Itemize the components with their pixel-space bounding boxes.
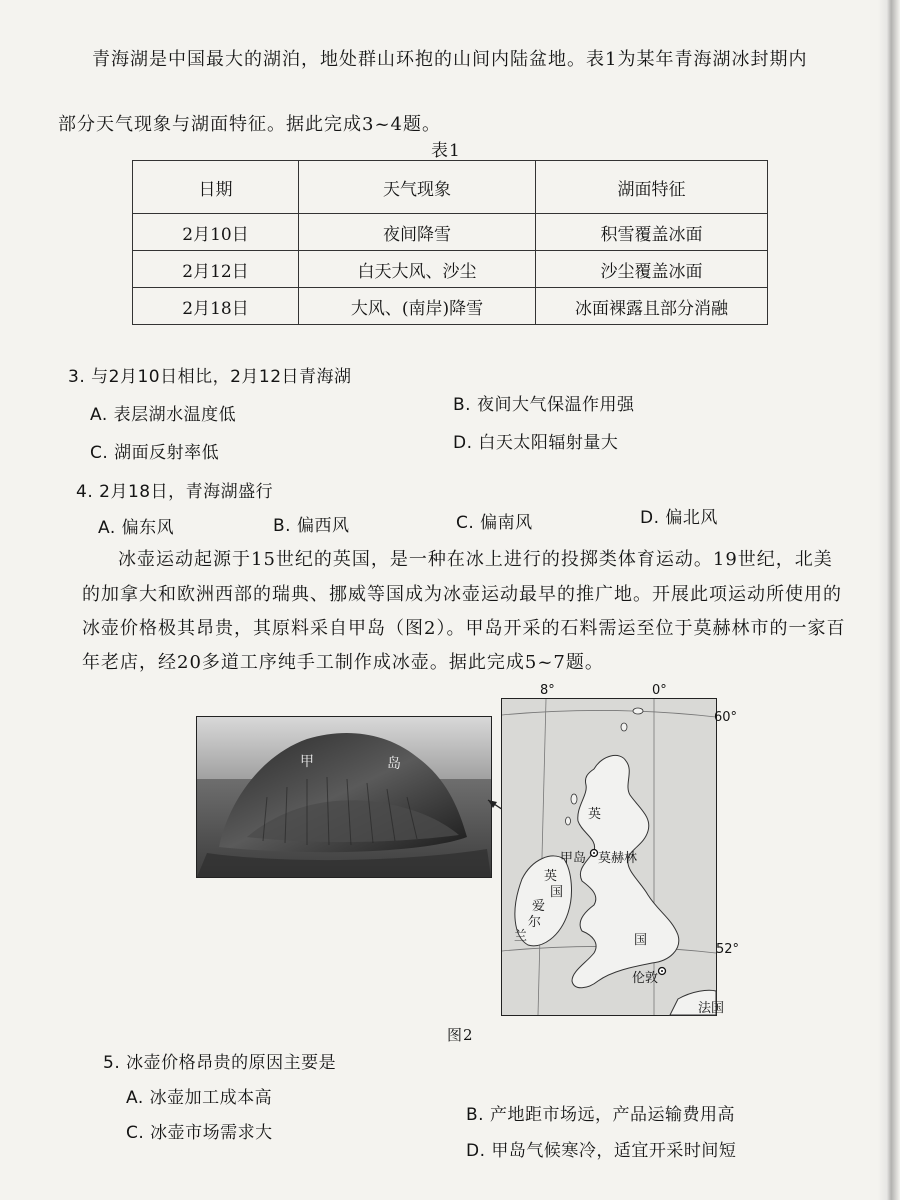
map-lat-52: 52° [716, 942, 740, 957]
q3-stem: 3. 与2月10日相比，2月12日青海湖 [68, 367, 352, 387]
intro2-line1: 冰壶运动起源于15世纪的英国，是一种在冰上进行的投掷类体育运动。19世纪，北美 [118, 549, 833, 570]
map-label-ying: 英 [544, 869, 558, 884]
map-label-london: 伦敦 [632, 971, 659, 986]
photo-label-jia: 甲 [300, 754, 314, 770]
map-label-guo: 国 [550, 885, 564, 900]
map-lon-0: 0° [652, 683, 667, 698]
table1-cell-weather: 夜间降雪 [299, 214, 536, 251]
map-label-er: 尔 [528, 915, 542, 930]
q5-option-d: D. 甲岛气候寒冷，适宜开采时间短 [466, 1141, 737, 1161]
q3-option-b: B. 夜间大气保温作用强 [453, 395, 635, 415]
map-label-mohelin: 莫赫林 [598, 851, 638, 866]
table-row [133, 288, 768, 325]
q4-stem: 4. 2月18日，青海湖盛行 [76, 482, 274, 502]
table1-cell-surface: 积雪覆盖冰面 [536, 214, 768, 251]
island-photo [196, 716, 492, 878]
table1-caption: 表1 [431, 141, 461, 161]
map-label-guo2: 国 [634, 933, 648, 948]
map-label-france: 法国 [698, 1001, 725, 1016]
map-lat-60: 60° [714, 710, 738, 725]
table1 [132, 160, 768, 325]
q5-option-b: B. 产地距市场远，产品运输费用高 [466, 1105, 735, 1125]
table1-header-row [133, 161, 768, 214]
table1-cell-date: 2月10日 [133, 214, 299, 251]
map-label-lan: 兰 [514, 929, 528, 944]
page-edge-shadow [878, 0, 900, 1200]
table1-cell-surface: 沙尘覆盖冰面 [536, 251, 768, 288]
table1-cell-weather: 大风、(南岸)降雪 [299, 288, 536, 325]
island-photo-drawing [197, 717, 491, 877]
q4-option-a: A. 偏东风 [98, 518, 175, 538]
q3-option-c: C. 湖面反射率低 [90, 443, 220, 463]
table1-cell-surface: 冰面裸露且部分消融 [536, 288, 768, 325]
uk-map [501, 698, 725, 1016]
photo-label-dao: 岛 [387, 756, 401, 772]
q3-option-a: A. 表层湖水温度低 [90, 405, 237, 425]
map-label-ai: 爱 [532, 899, 546, 914]
map-label-jiadao: 甲岛 [560, 851, 587, 866]
table-row [133, 251, 768, 288]
q5-option-a: A. 冰壶加工成本高 [126, 1088, 273, 1108]
q3-option-d: D. 白天太阳辐射量大 [453, 433, 619, 453]
table1-cell-date: 2月18日 [133, 288, 299, 325]
intro1-line2: 部分天气现象与湖面特征。据此完成3~4题。 [58, 114, 441, 135]
table-row [133, 214, 768, 251]
intro2-line2: 的加拿大和欧洲西部的瑞典、挪威等国成为冰壶运动最早的推广地。开展此项运动所使用的 [82, 584, 842, 605]
q4-option-b: B. 偏西风 [273, 516, 350, 536]
map-lon-8: 8° [540, 683, 555, 698]
map-label-ying-top: 英 [588, 807, 602, 822]
q5-option-c: C. 冰壶市场需求大 [126, 1123, 273, 1143]
figure2-caption: 图2 [447, 1026, 474, 1044]
q5-stem: 5. 冰壶价格昂贵的原因主要是 [103, 1053, 337, 1073]
intro2-line3: 冰壶价格极其昂贵，其原料采自甲岛（图2）。甲岛开采的石料需运至位于莫赫林市的一家百 [82, 618, 846, 639]
q4-option-c: C. 偏南风 [456, 513, 533, 533]
q4-option-d: D. 偏北风 [640, 508, 718, 528]
table1-cell-weather: 白天大风、沙尘 [299, 251, 536, 288]
table1-header-weather: 天气现象 [299, 161, 536, 214]
intro2-line4: 年老店，经20多道工序纯手工制作成冰壶。据此完成5~7题。 [82, 652, 604, 673]
table1-header-date: 日期 [133, 161, 299, 214]
table1-cell-date: 2月12日 [133, 251, 299, 288]
table1-header-surface: 湖面特征 [536, 161, 768, 214]
intro1-line1: 青海湖是中国最大的湖泊，地处群山环抱的山间内陆盆地。表1为某年青海湖冰封期内 [92, 49, 808, 70]
